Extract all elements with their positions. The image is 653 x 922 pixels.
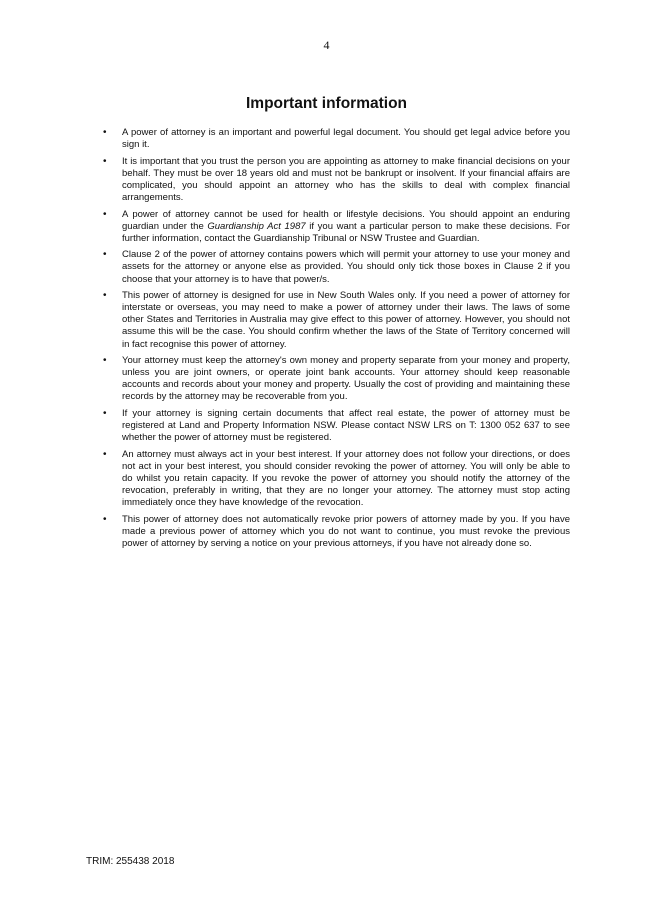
list-item	[96, 408, 570, 444]
list-item	[96, 290, 570, 350]
bullet-icon: •	[103, 407, 107, 419]
list-item	[96, 127, 570, 151]
list-item-text: If your attorney is signing certain documents that affect real estate, the power of attorney must be registered at Land and Property Information NSW. Please contact NSW LRS on T: 1300 052 637 to see whether the power of attorney must be registered.	[122, 407, 570, 444]
bullet-icon: •	[103, 208, 107, 220]
list-item-text: An attorney must always act in your best interest. If your attorney does not follow your directions, or does not act in your best interest, you should consider revoking the power of attorney. You will only be able to do whilst you retain capacity. If you revoke the power of attorney you should notify the attorney of the revocation, preferably in writing, that they are no longer your attorney. The attorney must stop acting immediately once they have knowledge of the revocation.	[122, 448, 570, 509]
list-item-text: A power of attorney is an important and powerful legal document. You should get legal advice before you sign it.	[122, 127, 570, 151]
list-item	[96, 209, 570, 245]
list-item-text: It is important that you trust the person you are appointing as attorney to make financial decisions on your behalf. They must be over 18 years old and must not be bankrupt or insolvent. If your financial affairs are complicated, you should appoint an attorney who has the skills to deal with complex financial arrangements.	[122, 155, 570, 203]
bullet-icon: •	[103, 155, 107, 167]
bullet-icon: •	[103, 249, 107, 261]
list-item-text-after: if you want a particular person to make these decisions. For further information, contact the Guardianship Tribunal or NSW Trustee and Guardian.	[122, 220, 570, 244]
list-item-text: This power of attorney does not automatically revoke prior powers of attorney made by you. If you have made a previous power of attorney which you do not want to continue, you must revoke the previous power of attorney by serving a notice on your previous attorneys, if you have not already done so.	[122, 513, 570, 549]
list-item	[96, 449, 570, 509]
list-item-text: Your attorney must keep the attorney's own money and property separate from your money and property, unless you are joint owners, or operate joint bank accounts. Your attorney should keep reasonable accounts and records about your money and property. Usually the cost of providing and maintaining these records by the attorney may be recoverable from you.	[122, 355, 570, 403]
information-list	[96, 127, 570, 555]
page-title: Important information	[245, 95, 408, 112]
page-number: 4	[323, 38, 330, 52]
bullet-icon: •	[103, 127, 107, 138]
act-title: Guardianship Act 1987	[207, 220, 306, 232]
list-item	[96, 514, 570, 550]
list-item	[96, 156, 570, 204]
list-item	[96, 355, 570, 403]
trim-reference: TRIM: 255438 2018	[86, 856, 175, 867]
bullet-icon: •	[103, 355, 107, 367]
list-item	[96, 249, 570, 285]
bullet-icon: •	[103, 513, 107, 525]
bullet-icon: •	[103, 290, 107, 302]
list-item-text-before: A power of attorney cannot be used for health or lifestyle decisions. You should appoint an enduring guardian under the	[122, 208, 570, 232]
list-item-text: This power of attorney is designed for use in New South Wales only. If you need a power of attorney for interstate or overseas, you may need to make a power of attorney under their laws. The laws of some other States and Territories in Australia may give effect to this power of attorney. However, you should not assume this will be the case. You should confirm whether the laws of the State of Territory concerned will in fact recognise this power of attorney.	[122, 290, 570, 350]
list-item-text: Clause 2 of the power of attorney contains powers which will permit your attorney to use your money and assets for the attorney or anyone else as provided. You should only tick those boxes in Clause 2 if you choose that your attorney is to have that power/s.	[122, 249, 570, 285]
bullet-icon: •	[103, 448, 107, 460]
